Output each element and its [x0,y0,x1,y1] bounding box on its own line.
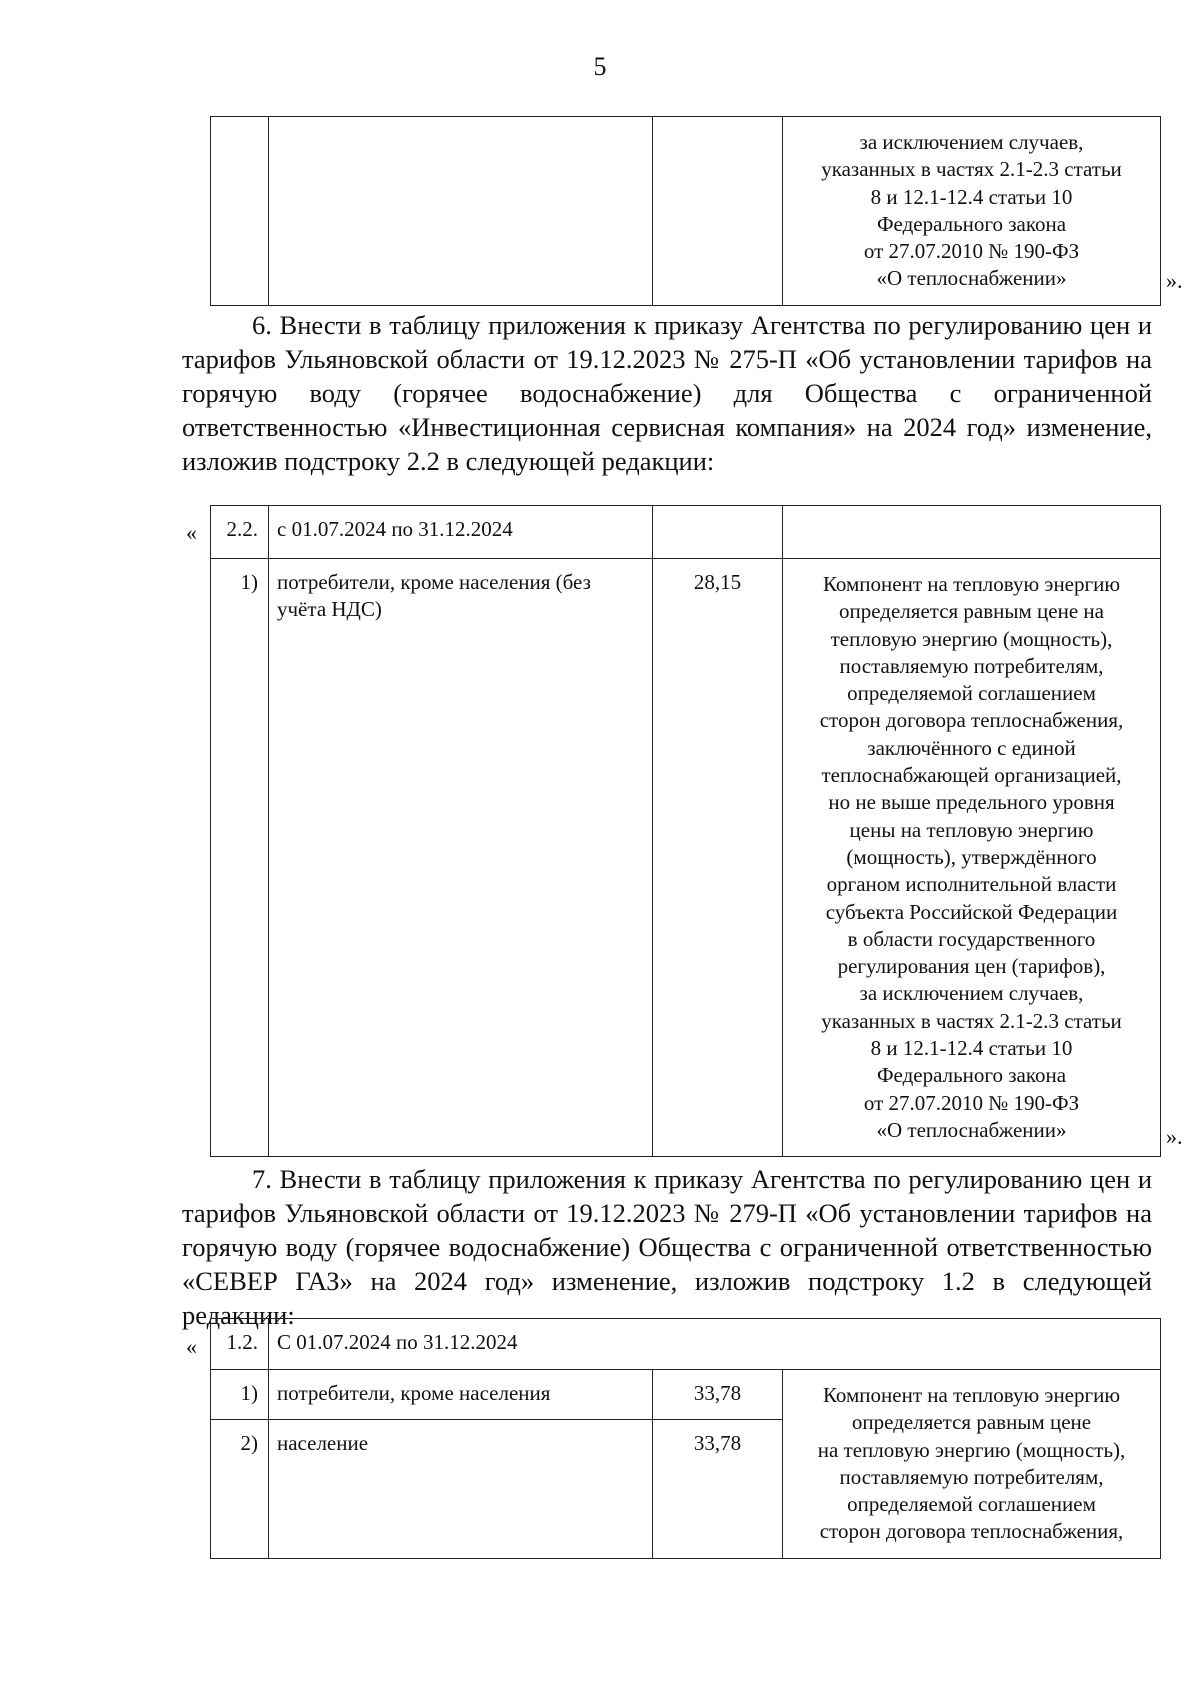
description-line: поставляемую потребителям, [839,653,1104,678]
consumer-cell: потребители, кроме населения (без учёта НДС) [269,559,653,1157]
opening-quote: « [186,520,197,545]
description-line: Федерального закона [876,1063,1067,1088]
description-line: указанных в частях 2.1-2.3 статьи [821,1008,1122,1033]
table-row [211,117,1161,306]
description-line: на тепловую энергию (мощность), [817,1437,1126,1462]
table-description-cell [783,1370,1161,1559]
table-cell [269,117,653,306]
consumer-cell: население [269,1420,653,1559]
description-line: тепловую энергию (мощность), [830,626,1113,651]
description-line: но не выше предельного уровня [828,790,1115,815]
description-line: теплоснабжающей организацией, [821,763,1122,788]
description-line: сторон договора теплоснабжения, [819,1519,1124,1544]
description-line: 8 и 12.1-12.4 статьи 10 [870,1036,1073,1061]
opening-quote: « [186,1334,197,1359]
table-continuation [210,116,1161,306]
table-cell [211,117,269,306]
paragraph-item-6 [182,308,1152,478]
description-line: «О теплоснабжении» [876,266,1067,291]
description-line: определяется равным цене [851,1410,1092,1435]
value-cell: 33,78 [653,1370,783,1420]
sub-number: 2) [211,1420,269,1559]
paragraph-text: 6. Внести в таблицу приложения к приказу Агентства по регулированию цен и тарифов Ульяновской области от 19.12.2023 № 275-П «Об установлении тарифов на горячую воду (горячее водоснабжение) для Общества с ограниченной ответственностью «Инвестиционная сервисная компания» на 2024 год» изменение, изложив подстроку 2.2 в следующей редакции: [182,310,1152,476]
description-line: заключённого с единой [867,735,1076,760]
page-number: 5 [593,52,607,81]
description-line: субъекта Российской Федерации [825,899,1118,924]
description-line: в области государственного [847,926,1096,951]
table-subrow-2-2 [210,505,1161,1157]
description-line: определяется равным цене на [839,599,1104,624]
table-subrow-1-2 [210,1318,1161,1559]
description-line: цены на тепловую энергию [849,817,1094,842]
description-line: «О теплоснабжении» [876,1117,1067,1142]
row-number: 1.2. [211,1319,269,1370]
description-line: за исключением случаев, [859,130,1084,154]
description-line: указанных в частях 2.1-2.3 статьи [821,157,1122,182]
paragraph-text: 7. Внести в таблицу приложения к приказу Агентства по регулированию цен и тарифов Ульяновской области от 19.12.2023 № 279-П «Об установлении тарифов на горячую воду (горячее водоснабжение) Общества с ограниченной ответственностью «СЕВЕР ГАЗ» на 2024 год» изменение, изложив подстроку 1.2 в следующей редакции: [182,1164,1152,1330]
table-cell [653,117,783,306]
description-line: регулирования цен (тарифов), [837,954,1106,979]
description-line: органом исполнительной власти [826,872,1117,897]
period-cell: С 01.07.2024 по 31.12.2024 [269,1319,1161,1370]
consumer-cell: потребители, кроме населения [269,1370,653,1420]
table-row [211,559,1161,1157]
table-description-cell [783,559,1161,1157]
sub-number: 1) [211,559,269,1157]
paragraph-item-7 [182,1162,1152,1332]
closing-quote: ». [1166,268,1183,293]
table-description-cell [783,117,1161,306]
period-cell: с 01.07.2024 по 31.12.2024 [269,506,653,559]
table-cell [653,506,783,559]
description-line: Компонент на тепловую энергию [822,1383,1121,1407]
sub-number: 1) [211,1370,269,1420]
description-line: поставляемую потребителям, [839,1464,1104,1489]
description-line: за исключением случаев, [859,981,1084,1006]
table-row [211,506,1161,559]
description-line: определяемой соглашением [847,681,1096,706]
description-line: Федерального закона [876,211,1067,236]
description-line: от 27.07.2010 № 190-ФЗ [863,239,1080,264]
closing-quote: ». [1166,1124,1183,1149]
description-line: 8 и 12.1-12.4 статьи 10 [870,184,1073,209]
description-line: от 27.07.2010 № 190-ФЗ [863,1090,1080,1115]
table-row [211,1370,1161,1420]
description-line: (мощность), утверждённого [846,844,1097,869]
table-cell [783,506,1161,559]
description-line: сторон договора теплоснабжения, [819,708,1124,733]
row-number: 2.2. [211,506,269,559]
description-line: Компонент на тепловую энергию [822,572,1121,596]
table-row [211,1319,1161,1370]
value-cell: 28,15 [653,559,783,1157]
value-cell: 33,78 [653,1420,783,1559]
description-line: определяемой соглашением [847,1492,1096,1517]
